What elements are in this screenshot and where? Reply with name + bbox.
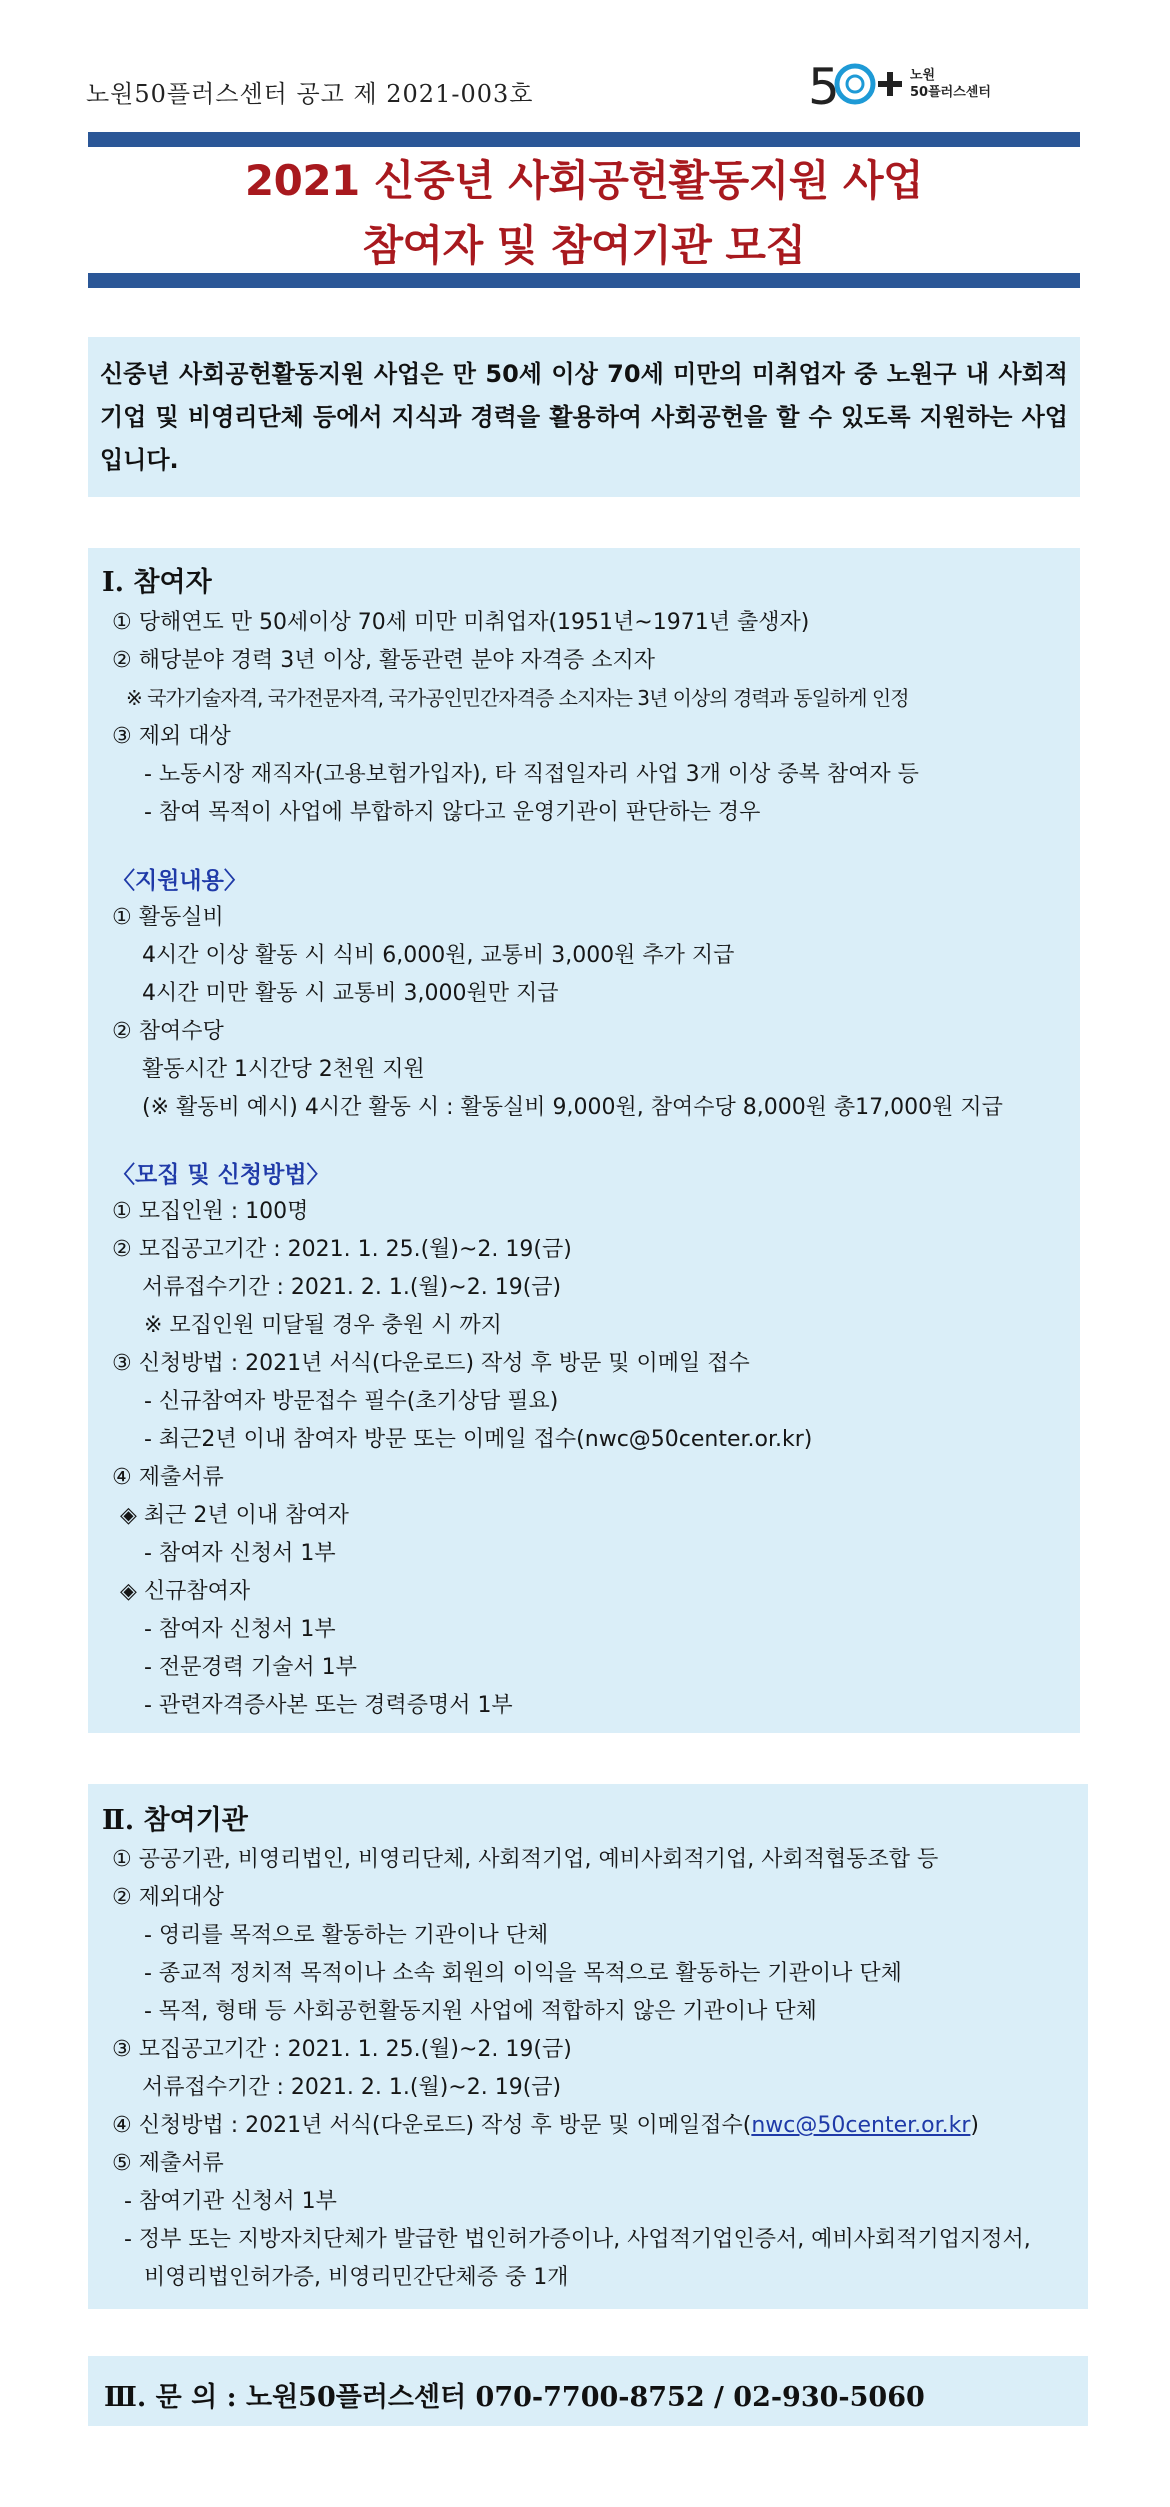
section2-apply-line <box>112 2108 979 2139</box>
support-line: 4시간 미만 활동 시 교통비 3,000원만 지급 <box>142 981 559 1006</box>
recruit-line: ① 모집인원 : 100명 <box>112 1199 309 1224</box>
recruit-line: ② 모집공고기간 : 2021. 1. 25.(월)~2. 19(금) <box>112 1237 572 1262</box>
section2-line: 비영리법인허가증, 비영리민간단체증 중 1개 <box>144 2265 569 2290</box>
section1-title: Ⅰ. 참여자 <box>102 567 212 598</box>
participant-section <box>88 548 1080 1733</box>
svg-text:5: 5 <box>808 58 840 114</box>
section1-line: - 노동시장 재직자(고용보험가입자), 타 직접일자리 사업 3개 이상 중복 참여자 등 <box>144 762 919 787</box>
support-line: ② 참여수당 <box>112 1019 224 1044</box>
section2-line: ① 공공기관, 비영리법인, 비영리단체, 사회적기업, 예비사회적기업, 사회적협동조합 등 <box>112 1847 939 1872</box>
support-line: 활동시간 1시간당 2천원 지원 <box>142 1057 425 1082</box>
logo-50plus-icon <box>808 54 904 114</box>
section1-line: ③ 제외 대상 <box>112 724 231 749</box>
section2-line: ⑤ 제출서류 <box>112 2151 224 2176</box>
section2-line: - 영리를 목적으로 활동하는 기관이나 단체 <box>144 1923 549 1948</box>
center-logo <box>808 54 991 114</box>
support-line: 4시간 이상 활동 시 식비 6,000원, 교통비 3,000원 추가 지급 <box>142 943 735 968</box>
page-title-line1: 2021 신중년 사회공헌활동지원 사업 <box>244 156 924 205</box>
recruit-line: ※ 모집인원 미달될 경우 충원 시 까지 <box>144 1313 502 1338</box>
support-line: (※ 활동비 예시) 4시간 활동 시 : 활동실비 9,000원, 참여수당 8,000원 총17,000원 지급 <box>142 1095 1003 1120</box>
email-link[interactable]: nwc@50center.or.kr <box>751 2113 971 2138</box>
title-bottom-bar <box>88 273 1080 288</box>
recruit-line: - 참여자 신청서 1부 <box>144 1617 336 1642</box>
recruit-line: ③ 신청방법 : 2021년 서식(다운로드) 작성 후 방문 및 이메일 접수 <box>112 1351 750 1376</box>
recruit-line: ◈ 신규참여자 <box>120 1579 251 1604</box>
title-top-bar <box>88 132 1080 147</box>
section2-line: - 목적, 형태 등 사회공헌활동지원 사업에 적합하지 않은 기관이나 단체 <box>144 1999 817 2024</box>
recruit-line: - 참여자 신청서 1부 <box>144 1541 336 1566</box>
section2-line: 서류접수기간 : 2021. 2. 1.(월)~2. 19(금) <box>142 2075 562 2100</box>
section1-line: ② 해당분야 경력 3년 이상, 활동관련 분야 자격증 소지자 <box>112 648 655 673</box>
logo-text-line2: 50플러스센터 <box>910 85 991 100</box>
section2-line: ③ 모집공고기간 : 2021. 1. 25.(월)~2. 19(금) <box>112 2037 572 2062</box>
section2-apply-close: ) <box>970 2113 979 2138</box>
notice-number: 노원50플러스센터 공고 제 2021-003호 <box>86 80 534 108</box>
intro-panel <box>88 337 1080 497</box>
section2-line: - 참여기관 신청서 1부 <box>124 2189 337 2214</box>
section2-line: - 정부 또는 지방자치단체가 발급한 법인허가증이나, 사업적기업인증서, 예비사회적기업지정서, <box>124 2227 1031 2252</box>
recruit-line: - 신규참여자 방문접수 필수(초기상담 필요) <box>144 1389 559 1414</box>
support-line: ① 활동실비 <box>112 905 224 930</box>
section2-line: ② 제외대상 <box>112 1885 224 1910</box>
section2-apply-text: ④ 신청방법 : 2021년 서식(다운로드) 작성 후 방문 및 이메일접수( <box>112 2113 752 2138</box>
recruit-subtitle: 〈모집 및 신청방법〉 <box>112 1162 330 1188</box>
recruit-line: ◈ 최근 2년 이내 참여자 <box>120 1503 349 1528</box>
section2-title: Ⅱ. 참여기관 <box>102 1805 248 1836</box>
logo-text-line1: 노원 <box>910 68 936 83</box>
section1-note: ※ 국가기술자격, 국가전문자격, 국가공인민간자격증 소지자는 3년 이상의 경력과 동일하게 인정 <box>126 686 909 710</box>
recruit-line: - 관련자격증사본 또는 경력증명서 1부 <box>144 1693 513 1718</box>
recruit-line: ④ 제출서류 <box>112 1465 224 1490</box>
institution-section <box>88 1784 1088 2309</box>
contact-info: Ⅲ. 문 의 : 노원50플러스센터 070-7700-8752 / 02-930-5060 <box>104 2382 925 2413</box>
recruit-line: - 최근2년 이내 참여자 방문 또는 이메일 접수(nwc@50center.or.kr) <box>144 1427 813 1452</box>
intro-text: 신중년 사회공헌활동지원 사업은 만 50세 이상 70세 미만의 미취업자 중 노원구 내 사회적 기업 및 비영리단체 등에서 지식과 경력을 활용하여 사회공헌을 할 수 있도록 지원하는 사업입니다. <box>100 360 1068 474</box>
recruit-line: 서류접수기간 : 2021. 2. 1.(월)~2. 19(금) <box>142 1275 562 1300</box>
section1-line: - 참여 목적이 사업에 부합하지 않다고 운영기관이 판단하는 경우 <box>144 800 761 825</box>
section1-line: ① 당해연도 만 50세이상 70세 미만 미취업자(1951년~1971년 출생자) <box>112 610 810 635</box>
page-title-line2: 참여자 및 참여기관 모집 <box>362 221 806 270</box>
contact-section <box>88 2356 1088 2426</box>
recruit-line: - 전문경력 기술서 1부 <box>144 1655 357 1680</box>
section2-line: - 종교적 정치적 목적이나 소속 회원의 이익을 목적으로 활동하는 기관이나 단체 <box>144 1961 902 1986</box>
support-subtitle: 〈지원내용〉 <box>112 868 247 894</box>
